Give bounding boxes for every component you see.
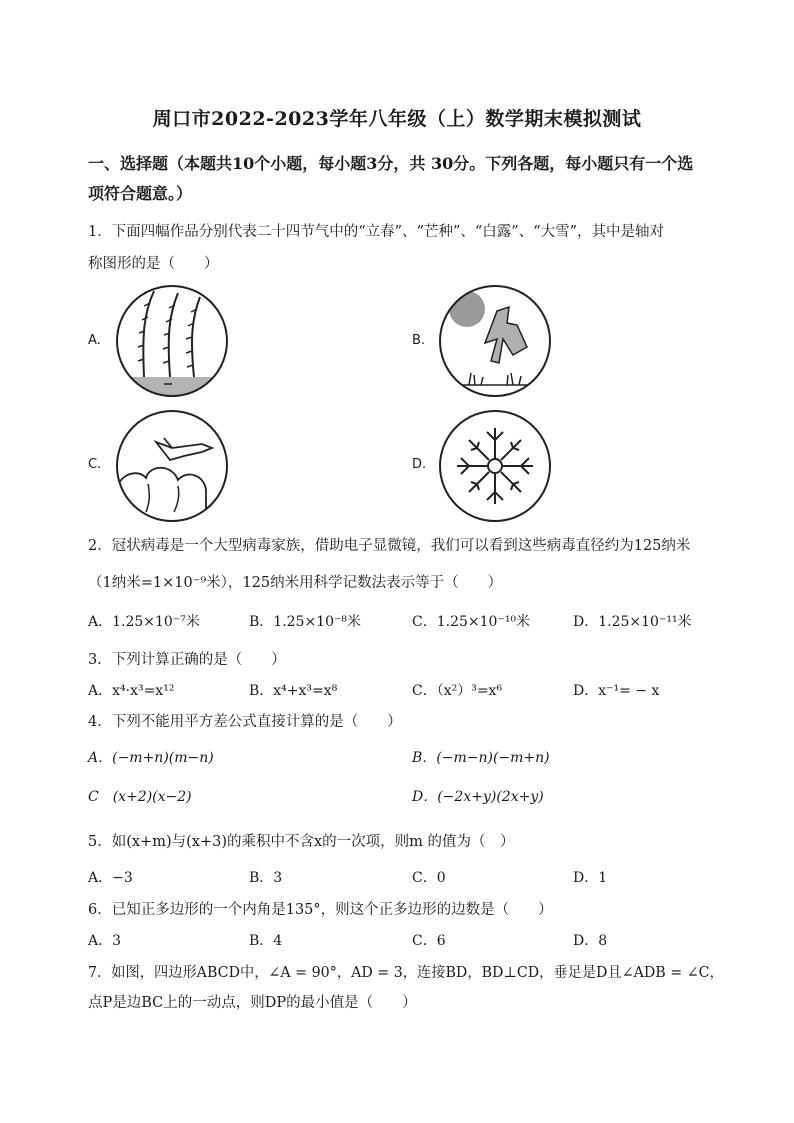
q5-option-b: B．3: [249, 870, 283, 886]
q1-option-c-label: C.: [88, 457, 102, 472]
q4-option-d: D．(−2x+y)(2x+y): [412, 789, 544, 805]
q4-option-b: B．(−m−n)(−m+n): [412, 750, 550, 766]
q6-option-b: B．4: [249, 933, 283, 949]
q5-option-d: D．1: [573, 870, 608, 886]
q2-stem-line2: （1纳米=1×10⁻⁹米），125纳米用科学记数法表示等于（ ）: [88, 575, 503, 591]
q5-option-c: C．0: [412, 870, 446, 886]
bailu-bird-image: [114, 408, 230, 524]
q2-option-a: A．1.25×10⁻⁷米: [88, 614, 200, 630]
q4-option-c: C (x+2)(x−2): [88, 789, 192, 805]
mangzhong-figure-image: [437, 283, 553, 399]
section-heading-line1: 一、选择题（本题共10个小题，每小题3分，共 30分。下列各题，每小题只有一个选: [88, 154, 694, 173]
q3-stem: 3．下列计算正确的是（ ）: [88, 652, 286, 668]
q2-option-b: B．1.25×10⁻⁸米: [249, 614, 362, 630]
q6-option-c: C．6: [412, 933, 446, 949]
q1-option-a-label: A.: [88, 333, 101, 348]
q3-option-d: D．x⁻¹= − x: [573, 683, 660, 699]
q2-stem-line1: 2．冠状病毒是一个大型病毒家族，借助电子显微镜，我们可以看到这些病毒直径约为125纳米: [88, 538, 691, 554]
q4-option-a: A．(−m+n)(m−n): [88, 750, 214, 766]
q5-stem: 5．如(x+m)与(x+3)的乘积中不含x的一次项，则m 的值为（ ）: [88, 834, 515, 850]
q1-option-b-label: B.: [412, 333, 426, 348]
q3-option-a: A．x⁴·x³=x¹²: [88, 683, 175, 699]
q6-option-a: A．3: [88, 933, 122, 949]
q4-stem: 4．下列不能用平方差公式直接计算的是（ ）: [88, 714, 402, 730]
q6-option-d: D．8: [573, 933, 608, 949]
page-title: 周口市2022-2023学年八年级（上）数学期末模拟测试: [152, 108, 642, 130]
q2-option-d: D．1.25×10⁻¹¹米: [573, 614, 692, 630]
q5-option-a: A．−3: [88, 870, 133, 886]
section-heading-line2: 项符合题意。）: [88, 184, 193, 203]
q6-stem: 6．已知正多边形的一个内角是135°，则这个正多边形的边数是（ ）: [88, 902, 553, 918]
q1-stem-line1: 1．下面四幅作品分别代表二十四节气中的“立春”、“芒种”、“白露”、“大雪”，其中是轴对: [88, 224, 665, 240]
q3-option-b: B．x⁴+x³=x⁸: [249, 683, 338, 699]
q7-stem-line1: 7．如图，四边形ABCD中，∠A = 90°，AD = 3，连接BD，BD⊥CD，垂足是D且∠ADB = ∠C，: [88, 965, 724, 981]
q7-stem-line2: 点P是边BC上的一动点，则DP的最小值是（ ）: [88, 995, 417, 1011]
q1-option-d-label: D.: [412, 457, 427, 472]
daxue-snowflake-image: [437, 408, 553, 524]
q1-stem-line2: 称图形的是（ ）: [88, 256, 219, 272]
lichun-willow-image: [114, 283, 230, 399]
q3-option-c: C．（x²）³=x⁶: [412, 683, 503, 699]
q2-option-c: C．1.25×10⁻¹⁰米: [412, 614, 531, 630]
